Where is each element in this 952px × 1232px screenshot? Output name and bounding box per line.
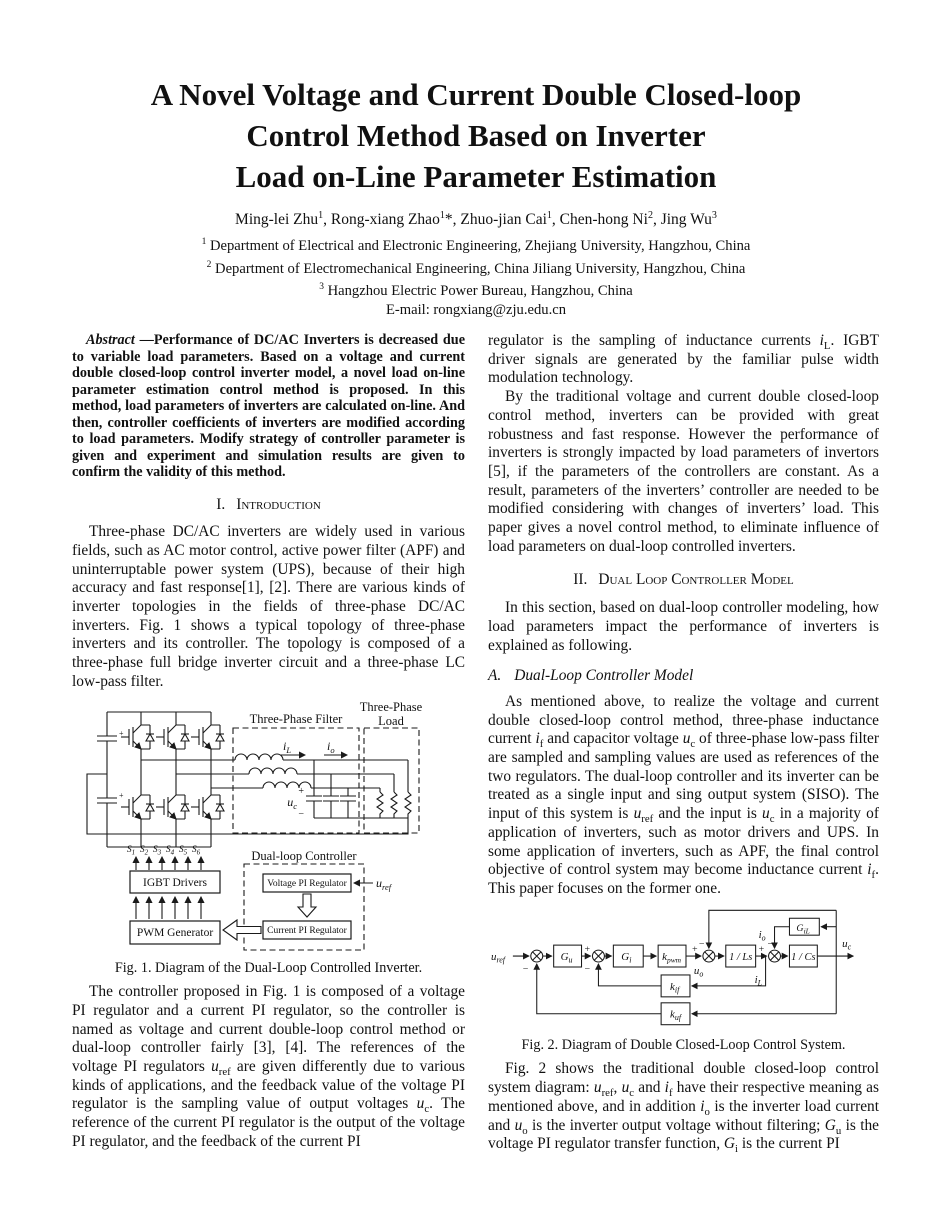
figure-1 xyxy=(72,700,465,978)
title-line-2: Control Method Based on Inverter xyxy=(246,118,706,153)
subsection-title: Dual-Loop Controller Model xyxy=(514,667,694,685)
uc-label: $u_c$ xyxy=(286,794,297,811)
gil-block-label: $G_{iL}$ xyxy=(795,922,810,936)
filter-box-label: Three-Phase Filter xyxy=(249,711,342,726)
section-heading-dual-loop xyxy=(488,571,879,590)
right-column xyxy=(488,332,879,1154)
paragraph-right-a: As mentioned above, to realize the voltage and current double closed-loop control method, three-phase inductance current $i_f$ and capacitor voltage $u_c$ of three-phase low-pass filter are sampled and sampling values are used as references of the two regulators. The dual-loop controller and its inverter can be treated as a single input and sing output system (SISO). The input of this system is $u_{ref}$ and the input is $u_c$ in a majority of application of inverters, such as motor drivers and UPS. In some application of inverters, such as APF, the final control objective of control system may become inductance current $i_f$. This paper focuses on the former one. xyxy=(488,692,880,897)
title-line-3: Load on-Line Parameter Estimation xyxy=(235,159,717,194)
current-pi-regulator-label: Current PI Regulator xyxy=(266,925,347,936)
lc-filter-and-load-wiring xyxy=(87,754,411,834)
abstract-paragraph: Abstract —Performance of DC/AC Inverters is decreased due to variable load parameters. Based on a voltage and current double closed-loop control inverter model, a novel load on-line parameter estimation control method is proposed. In this method, load parameters of inverters are calculated on-line. And then, controller coefficients of inverters are modified according to load parameters. Modify strategy of controller parameter is given and experiment and simulation results are given to confirm the validity of this method. xyxy=(72,332,465,480)
three-phase-load-box xyxy=(364,728,419,833)
authors-line: Ming-lei Zhu$^1$, Rong-xiang Zhao$^1$*, Zhuo-jian Cai$^1$, Chen-hong Ni$^2$, Jing Wu$^3$ xyxy=(235,210,717,229)
sum2-minus-sign: − xyxy=(584,963,590,975)
kuf-block-label: $k_{uf}$ xyxy=(669,1008,681,1022)
paper-title xyxy=(0,0,952,197)
uref-label: $u_{ref}$ xyxy=(490,950,505,965)
pwm-to-driver-arrows xyxy=(136,897,201,919)
gu-output-plus-sign: + xyxy=(584,943,590,955)
email-line: E-mail: rongxiang@zju.edu.cn xyxy=(386,301,566,318)
uc-minus-sign: − xyxy=(297,808,304,820)
dc-cap-plus-label: + xyxy=(118,728,124,738)
uc-label: $u_c$ xyxy=(841,937,851,952)
hollow-left-arrow xyxy=(223,920,261,940)
subsection-letter: A. xyxy=(488,667,502,685)
figure-1-diagram xyxy=(83,700,455,952)
igbt-drivers-label: IGBT Drivers xyxy=(142,876,207,889)
gu-block-label: $G_u$ xyxy=(560,950,573,965)
figure-2 xyxy=(488,907,879,1055)
affiliation-1: $^1$ Department of Electrical and Electronic Engineering, Zhejiang University, Hangzhou, China xyxy=(201,237,751,255)
hollow-down-arrow xyxy=(298,894,316,917)
sum4-plus-sign: + xyxy=(758,943,764,955)
three-phase-filter-box xyxy=(233,728,359,833)
title-line-1: A Novel Voltage and Current Double Closed-loop xyxy=(150,77,802,112)
section-number: II. xyxy=(573,571,588,589)
uo-label: $u_o$ xyxy=(693,964,703,979)
uc-plus-sign: + xyxy=(297,785,304,797)
section-heading-introduction xyxy=(72,496,465,515)
paragraph-intro: Three-phase DC/AC inverters are widely used in various fields, such as AC motor control, active power filter (APF) and uninterruptable power system (UPS), because of their high accuracy and fast response[1], [2]. There are various kinds of inverter topologies in the fields of three-phase DC/AC inverters. Fig. 1 shows a typical topology of three-phase inverters and its controller. The topology is composed of a three-phase full bridge inverter circuit and a three-phase LC low-pass filter. xyxy=(72,523,465,690)
load-box-label-line1: Three-Phase xyxy=(359,699,422,714)
figure-1-caption: Fig. 1. Diagram of the Dual-Loop Controlled Inverter. xyxy=(114,960,423,977)
io-label: $i_o$ xyxy=(758,928,766,943)
s2-label: $S_2$ xyxy=(139,844,148,857)
section-number: I. xyxy=(216,495,226,513)
s4-label: $S_4$ xyxy=(165,844,174,857)
s3-label: $S_3$ xyxy=(152,844,161,857)
sum3-plus-sign: + xyxy=(691,943,698,955)
paragraph-right-2: By the traditional voltage and current double closed-loop control method, inverters can be provided with great robustness and fast response. However the performance of inverters is strongly impacted by load parameters of invertors [5], if the parameters of the controllers are constant. As a result, parameters of the inverters’ controller are needed to be modified considering with changes of inverters’ load. This paper gives a novel control method, to eliminate influence of load parameters on dual-loop controlled inverters. xyxy=(488,388,879,555)
sum3-minus-sign: − xyxy=(698,938,705,950)
load-box-label-line2: Load xyxy=(377,713,404,728)
figure-2-diagram xyxy=(489,907,879,1029)
paragraph-right-4: Fig. 2 shows the traditional double closed-loop control system diagram: $u_{ref}$, $u_c$ and $i_f$ have their respective meaning as mentioned above, and in addition $i_o$ is the inverter load current and $u_o$ is the inverter output voltage without filtering; $G_u$ is the voltage PI regulator transfer function, $G_i$ is the current PI xyxy=(488,1060,879,1156)
il-label: $i_L$ xyxy=(282,738,291,755)
sum4-minus-sign: − xyxy=(767,938,773,950)
affiliations xyxy=(0,233,952,319)
s6-label: $S_6$ xyxy=(191,844,200,857)
kpwm-block-label: $k_{pwm}$ xyxy=(661,950,681,965)
s1-label: $S_1$ xyxy=(126,844,135,857)
cs-block-label: 1 / Cs xyxy=(790,951,816,963)
dc-cap-plus-label: + xyxy=(118,790,124,800)
il-label: $i_L$ xyxy=(754,973,762,988)
gate-signal-arrows xyxy=(136,857,201,870)
pwm-generator-label: PWM Generator xyxy=(136,926,213,939)
gi-block-label: $G_i$ xyxy=(620,950,631,965)
dual-loop-controller-label: Dual-loop Controller xyxy=(250,848,357,863)
voltage-pi-regulator-label: Voltage PI Regulator xyxy=(266,878,347,889)
s5-label: $S_5$ xyxy=(178,844,187,857)
affiliation-3: $^3$ Hangzhou Electric Power Bureau, Hangzhou, China xyxy=(319,282,633,299)
io-label: $i_o$ xyxy=(326,738,335,755)
kif-block-label: $k_{if}$ xyxy=(669,980,679,995)
sum1-minus-sign: − xyxy=(522,963,528,975)
section-title: Dual Loop Controller Model xyxy=(598,571,794,589)
subsection-heading-a xyxy=(488,667,879,686)
inverter-bridge xyxy=(97,712,211,847)
affiliation-2: $^2$ Department of Electromechanical Engineering, China Jiliang University, Hangzhou, China xyxy=(206,259,746,277)
uref-label: $u_{ref}$ xyxy=(375,875,391,892)
paragraph-left-2: The controller proposed in Fig. 1 is composed of a voltage PI regulator and a current PI regulator, so the controller is named as voltage and current double-loop control method or dual-loop controller fairly [3], [4]. The references of the voltage PI regulators $u_{ref}$ are given differently due to various kinds of applications, and the feedback value of the voltage PI regulator is the sampling value of output voltages $u_c$. The reference of the current PI regulator is the output of the voltage PI regulator, and the feedback of the current PI xyxy=(72,983,465,1150)
ls-block-label: 1 / Ls xyxy=(728,951,752,963)
paragraph-right-3: In this section, based on dual-loop controller modeling, how load parameters impact the performance of inverters is explained as following. xyxy=(488,599,879,654)
left-column xyxy=(72,332,465,1152)
paragraph-right-1: regulator is the sampling of inductance currents $i_L$. IGBT driver signals are generated by the familiar pulse width modulation technology. xyxy=(488,332,879,387)
figure-2-caption: Fig. 2. Diagram of Double Closed-Loop Control System. xyxy=(521,1037,846,1054)
section-title: Introduction xyxy=(236,495,321,513)
